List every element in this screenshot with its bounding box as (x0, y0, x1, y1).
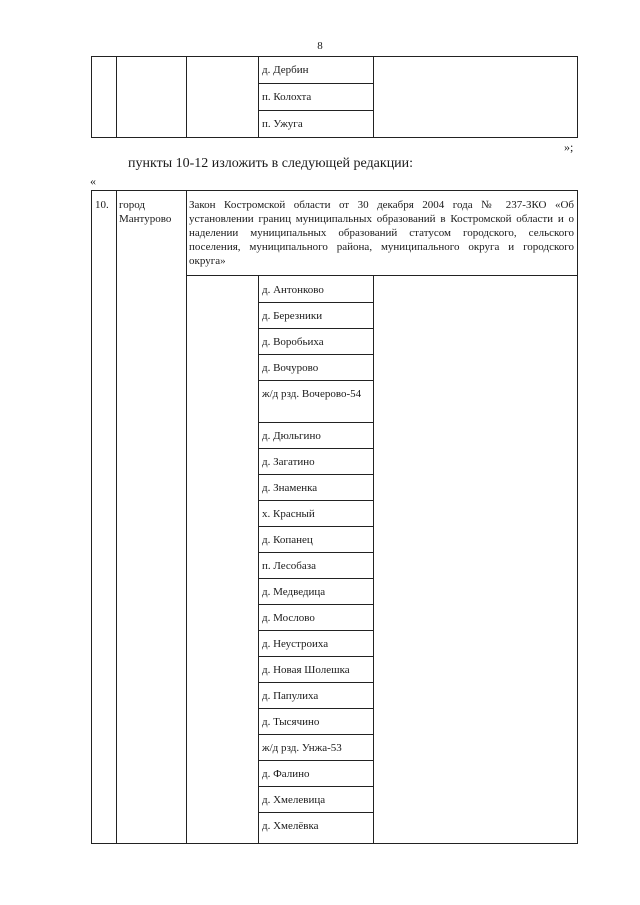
settlement-cell: ж/д рзд. Вочерово-54 (262, 388, 362, 400)
settlement-cell: д. Неустроиха (262, 638, 329, 650)
settlement-cell: п. Колохта (262, 91, 312, 103)
settlement-cell: д. Березники (262, 310, 323, 322)
settlement-cell: д. Хмелевица (262, 794, 326, 806)
settlement-cell: п. Ужуга (262, 118, 303, 130)
settlement-cell: д. Вочурово (262, 362, 319, 374)
settlement-cell: п. Лесобаза (262, 560, 317, 572)
settlement-cell: д. Дюльгино (262, 430, 321, 442)
settlement-cell: д. Антонково (262, 284, 324, 296)
settlement-cell: д. Новая Шолешка (262, 664, 350, 676)
settlement-cell: д. Воробьиха (262, 336, 324, 348)
settlement-cell: ж/д рзд. Унжа-53 (262, 742, 342, 754)
settlement-cell: д. Тысячино (262, 716, 320, 728)
closing-quote: »; (564, 140, 574, 154)
instruction-text: пункты 10-12 изложить в следующей редакции: (128, 156, 414, 171)
settlement-cell: х. Красный (262, 508, 315, 520)
settlement-cell: д. Хмелёвка (262, 820, 319, 832)
settlement-cell: д. Копанец (262, 534, 313, 546)
settlement-cell: д. Фалино (262, 768, 310, 780)
law-reference: Закон Костромской области от 30 декабря 2004 года № 237-ЗКО «Об установлении границ муниципальных образований в Костромской области и о наделении муниципальных образований статусом городского, сельского поселения, муниципального района, муниципального округа и городского округа» (189, 199, 574, 267)
settlement-cell: д. Медведица (262, 586, 326, 598)
page-number: 8 (317, 40, 323, 52)
settlement-cell: д. Дербин (262, 64, 309, 76)
settlement-cell: д. Знаменка (262, 482, 318, 494)
municipality-name: город Мантурово (119, 199, 172, 225)
row-number: 10. (95, 199, 109, 211)
settlement-cell: д. Загатино (262, 456, 315, 468)
opening-quote: « (90, 174, 96, 188)
settlement-cell: д. Мослово (262, 612, 315, 624)
settlement-cell: д. Папулиха (262, 690, 319, 702)
